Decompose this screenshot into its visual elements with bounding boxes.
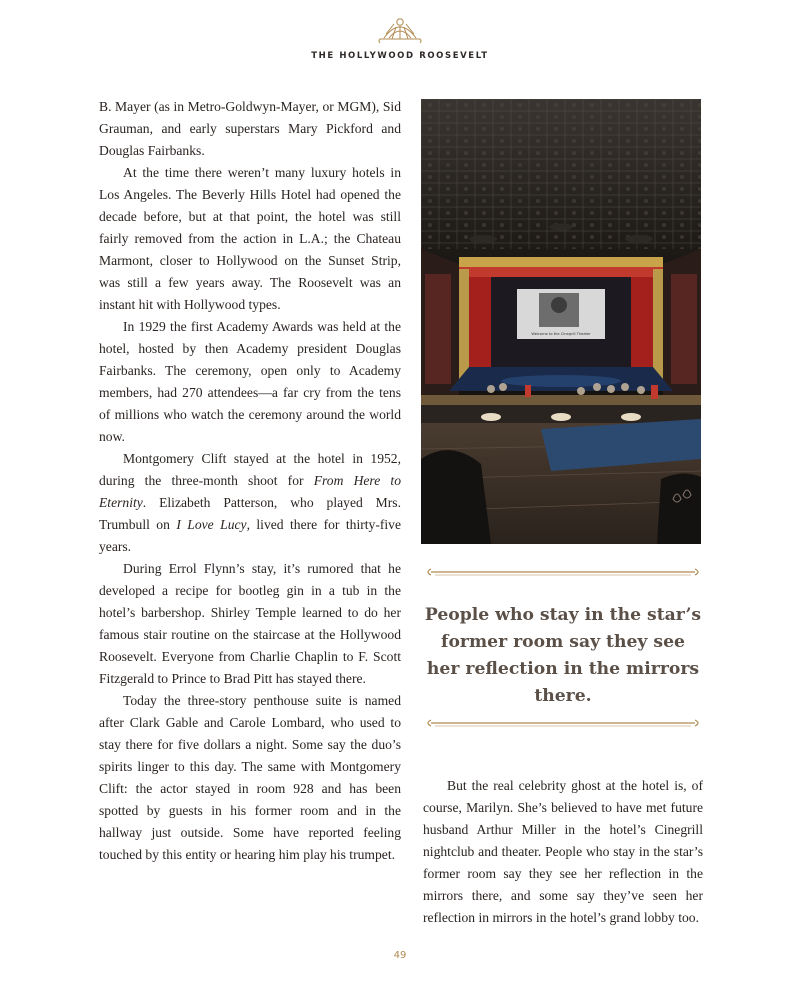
show-title: I Love Lucy (176, 517, 247, 532)
ornamental-rule (423, 716, 703, 730)
paragraph-text: Montgomery Clift stayed at the hotel in 1952, during the three-month shoot for (99, 451, 401, 488)
film-title: From Here to Eternity (99, 473, 401, 510)
left-text-column (99, 96, 401, 866)
theater-photo (421, 99, 701, 544)
body-paragraph: During Errol Flynn’s stay, it’s rumored that he developed a recipe for bootleg gin in a tub in the hotel’s barbershop. Shirley Temple learned to do her famous stair routine on the staircase at the Hollywood Roosevelt. Everyone from Charlie Chaplin to F. Scott Fitzgerald to Prince to Brad Pitt has stayed there. (99, 561, 401, 686)
body-paragraph: In 1929 the first Academy Awards was held at the hotel, hosted by then Academy president Douglas Fairbanks. The ceremony, open only to Academy members, had 270 attendees—a far cry from the tens of millions who watch the ceremony around the world now. (99, 319, 401, 444)
paragraph-text: . Elizabeth Patterson, who played Mrs. Trumbull on (99, 495, 401, 532)
ornamental-rule (423, 565, 703, 579)
body-paragraph: At the time there weren’t many luxury hotels in Los Angeles. The Beverly Hills Hotel had opened the decade before, but at that point, the hotel was still fairly removed from the action in L.A.; the Chateau Marmont, closer to Hollywood on the Sunset Strip, was still a few years away. The Roosevelt was an instant hit with Hollywood types. (99, 165, 401, 312)
right-text-column (423, 775, 703, 929)
paragraph-text: , lived there for thirty-five years. (99, 517, 401, 554)
body-paragraph: B. Mayer (as in Metro-Goldwyn-Mayer, or MGM), Sid Grauman, and early superstars Mary Pickford and Douglas Fairbanks. (99, 99, 401, 158)
body-paragraph (99, 448, 401, 558)
pull-quote: People who stay in the star’s former room say they see her reflection in the mirrors there. (424, 605, 702, 706)
screen-caption: Welcome to the Cinegrill Theater (531, 332, 591, 336)
sunburst-fan-icon (378, 12, 422, 44)
page-number: 49 (393, 950, 407, 961)
body-paragraph: Today the three-story penthouse suite is named after Clark Gable and Carole Lombard, who used to stay there for five dollars a night. Some say the duo’s spirits linger to this day. The same with Montgomery Clift: the actor stayed in room 928 and has been spotted by guests in his former room and in the hallway just outside. Some have reported feeling touched by this entity or hearing him play his trumpet. (99, 693, 401, 862)
running-head-title: THE HOLLYWOOD ROOSEVELT (311, 51, 489, 61)
body-paragraph: But the real celebrity ghost at the hotel is, of course, Marilyn. She’s believed to have met future husband Arthur Miller in the hotel’s Cinegrill nightclub and theater. People who stay in the star’s former room say they see her reflection in the mirrors there, and some say they’ve seen her reflection in mirrors in the hotel’s grand lobby too. (423, 778, 703, 925)
